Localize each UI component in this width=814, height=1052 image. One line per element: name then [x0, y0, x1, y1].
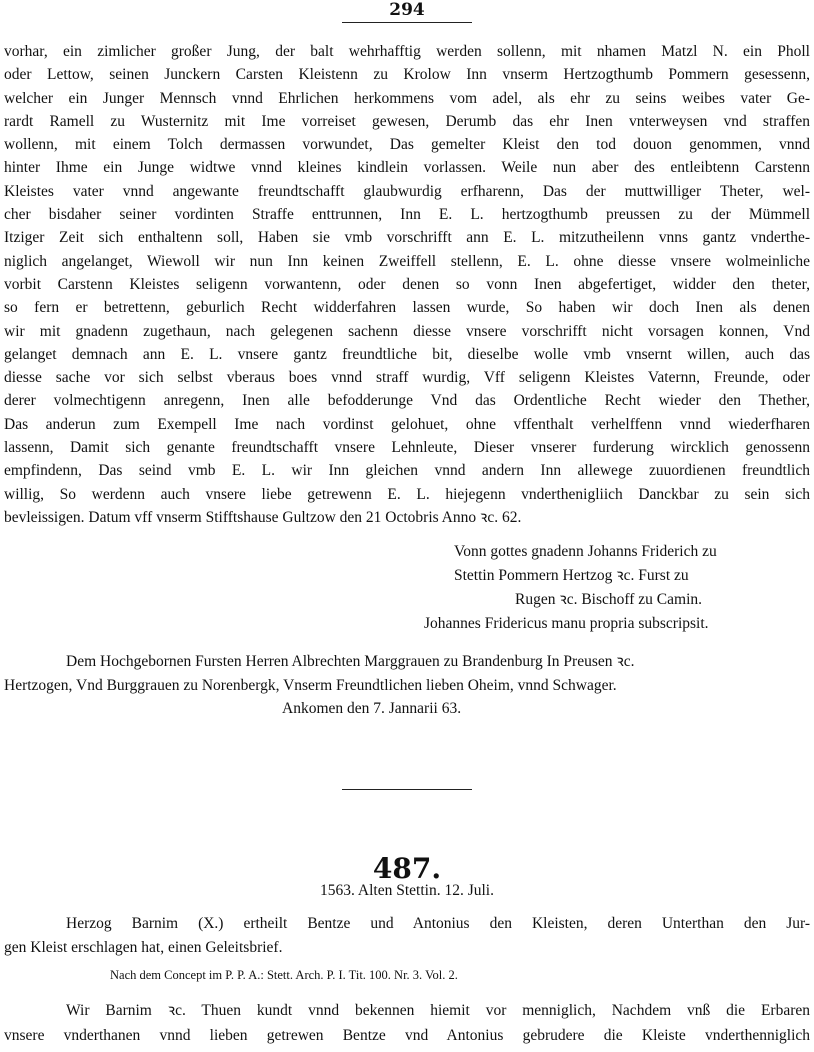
charter-line: Wir Barnim ꝛc. Thuen kundt vnnd bekennen hiemit vor menniglich, Nachdem vnß die Erbaren — [66, 1002, 810, 1019]
source-note: Nach dem Concept im P. P. A.: Stett. Arch. P. I. Tit. 100. Nr. 3. Vol. 2. — [110, 968, 458, 982]
body-line: gelanget demnach ann E. L. vnsere gantz freundtliche bit, dieselbe wolle vmb vnsernt willen, auch das — [4, 345, 810, 363]
body-line: lassenn, Damit sich genante freundtschafft vnsere Lehnleute, Dieser vnserer furderung wircklich genossenn — [4, 439, 810, 457]
body-line: wollenn, mit einem Tolch dermassen vorwundet, Das gemelter Kleist den tod douon genommen, vnnd — [4, 136, 810, 154]
summary-line: Herzog Barnim (X.) ertheilt Bentze und Antonius den Kleisten, deren Unterthan den Jur- — [66, 915, 810, 932]
address-line: Dem Hochgebornen Fursten Herren Albrechten Marggrauen zu Brandenburg In Preusen ꝛc. — [66, 653, 635, 670]
body-line: derer volmechtigenn anregenn, Inen alle befodderunge Vnd das Ordentliche Recht wieder den Thether, — [4, 392, 810, 410]
dateline: 1563. Alten Stettin. 12. Juli. — [320, 882, 494, 899]
body-line: wir mit gnadenn zugethaun, nach gelegenen sachenn diesse vnsere vorschrifft nicht vorsagen konnen, Vnd — [4, 322, 810, 340]
signature-subscription: Johannes Fridericus manu propria subscripsit. — [424, 615, 709, 632]
body-line: Das anderun zum Exempell Ime nach vordinst gelohuet, ohne vffenthalt verhelffenn vnnd wiederfharen — [4, 415, 810, 433]
letter-body — [4, 40, 810, 529]
summary-line: gen Kleist erschlagen hat, einen Geleitsbrief. — [4, 939, 283, 956]
body-line: empfindenn, Das seind vmb E. L. wir Inn gleichen vnnd andern Inn allewege zuuordienen freundtlich — [4, 462, 810, 480]
body-line: bevleissigen. Datum vff vnserm Stifftshause Gultzow den 21 Octobris Anno ꝛc. 62. — [4, 508, 522, 526]
address-line: Hertzogen, Vnd Burggrauen zu Norenbergk, Vnserm Freundtlichen lieben Oheim, vnnd Schwager. — [4, 676, 617, 694]
page-number: 294 — [389, 0, 425, 20]
body-line: oder Lettow, seinen Junckern Carsten Kleistenn zu Krolow Inn vnserm Hertzogthumb Pommern gesessenn, — [4, 66, 810, 84]
document-number: 487. — [372, 852, 442, 885]
signature-line: Stettin Pommern Hertzog ꝛc. Furst zu — [454, 567, 689, 584]
signature-line: Vonn gottes gnadenn Johanns Friderich zu — [454, 543, 717, 560]
body-line: Itziger Zeit sich enthaltenn soll, Haben sie vmb vorschrifft ann E. L. mitzutheilenn vnns gantz vnderthe- — [4, 229, 810, 247]
section-divider — [342, 789, 472, 790]
signature-block — [400, 540, 810, 636]
body-line: so fern er betrettenn, geburlich Recht widderfahren lassen wurde, So haben wir doch Inen als denen — [4, 299, 810, 317]
address-block — [4, 650, 810, 721]
body-line: vorbit Carstenn Kleistes seligenn vorwantenn, oder denen so vonn Inen abgefertiget, widder den theter, — [4, 275, 810, 293]
arrival-note: Ankomen den 7. Jannarii 63. — [282, 700, 462, 717]
body-line: niglich angelanget, Wiewoll wir nun Inn keinen Zweiffell stellenn, E. L. ohne diesse vnsere wolmeinliche — [4, 252, 810, 270]
body-line: rardt Ramell zu Wusternitz mit Ime vorreiset gewesen, Derumb das ehr Inen vnterweysen vnd straffen — [4, 112, 810, 130]
body-line: diesse sache vor sich selbst vberaus boes vnnd straff wurdig, Vff seligenn Kleistes Vaternn, Freunde, oder — [4, 369, 810, 387]
body-line: hinter Ihme ein Junge widtwe vnnd kleines kindlein vorlassen. Weile nun aber des entleibtenn Carstenn — [4, 159, 810, 177]
document-summary — [4, 912, 810, 960]
charter-text — [4, 998, 810, 1048]
body-line: willig, So werdenn auch vnsere liebe getrewenn E. L. hiejegenn vnderthenigliich Danckbar zu sein sich — [4, 485, 810, 503]
header-rule — [342, 22, 472, 23]
body-line: cher bisdaher seiner vordinten Straffe enttrunnen, Inn E. L. hertzogthumb preussen zu der Mümmell — [4, 206, 810, 224]
body-line: vorhar, ein zimlicher großer Jung, der balt wehrhafftig werden sollenn, mit nhamen Matzl N. ein Pholl — [4, 43, 810, 60]
charter-line: vnsere vnderthanen vnnd lieben getrewen Bentze vnd Antonius gebrudere die Kleiste vnderthenniglich — [4, 1027, 810, 1044]
body-line: Kleistes vater vnnd angewante freundtschafft glaubwurdig erfharenn, Das der muttwilliger Theter, wel- — [4, 182, 810, 200]
signature-line: Rugen ꝛc. Bischoff zu Camin. — [515, 591, 703, 608]
body-line: welcher ein Junger Mennsch vnnd Ehrlichen herkommens vom adel, als ehr zu seins weibes vater Ge- — [4, 89, 810, 107]
